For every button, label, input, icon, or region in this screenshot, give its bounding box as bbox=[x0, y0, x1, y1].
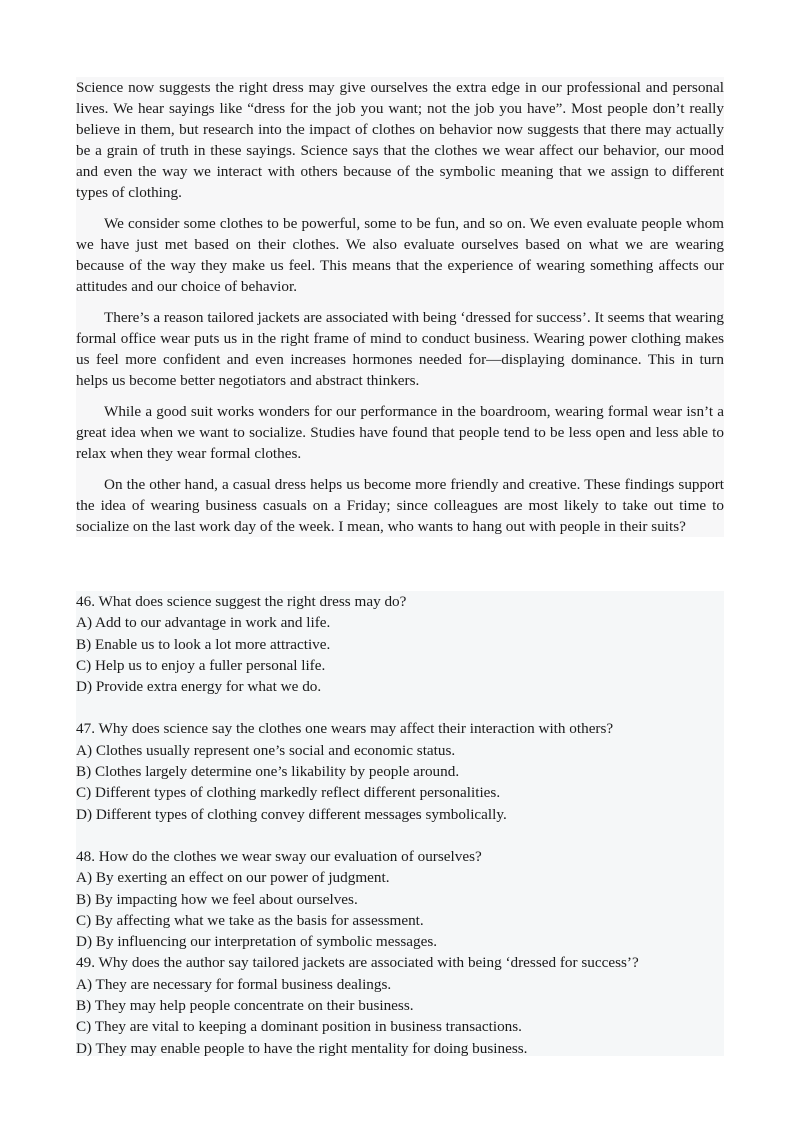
reading-passage bbox=[76, 77, 724, 537]
question-stem: 46. What does science suggest the right dress may do? bbox=[76, 593, 407, 610]
answer-option-c: C) Different types of clothing markedly reflect different personalities. bbox=[76, 784, 501, 802]
answer-option-b: B) They may help people concentrate on their business. bbox=[76, 997, 414, 1015]
answer-option-a: A) They are necessary for formal business dealings. bbox=[76, 975, 392, 993]
answer-option-d: D) Different types of clothing convey different messages symbolically. bbox=[76, 805, 507, 823]
passage-paragraph-5: On the other hand, a casual dress helps us become more friendly and creative. These findings support the idea of wearing business casuals on a Friday; since colleagues are most likely to take out time to socialize on the last work day of the week. I mean, who wants to hang out with people in their suits? bbox=[76, 476, 724, 535]
answer-option-a: A) Clothes usually represent one’s social and economic status. bbox=[76, 741, 456, 759]
answer-option-d: D) They may enable people to have the right mentality for doing business. bbox=[76, 1039, 528, 1057]
answer-option-a: A) By exerting an effect on our power of judgment. bbox=[76, 869, 390, 887]
question-section bbox=[76, 591, 724, 1056]
answer-option-c: C) They are vital to keeping a dominant position in business transactions. bbox=[76, 1018, 522, 1036]
question-stem: 47. Why does science say the clothes one wears may affect their interaction with others? bbox=[76, 720, 614, 738]
passage-paragraph-3: There’s a reason tailored jackets are associated with being ‘dressed for success’. It seems that wearing formal office wear puts us in the right frame of mind to conduct business. Wearing power clothing makes us feel more confident and even increases hormones needed for—displaying dominance. This in turn helps us become better negotiators and abstract thinkers. bbox=[76, 309, 724, 389]
answer-option-d: D) Provide extra energy for what we do. bbox=[76, 678, 322, 696]
question-48 bbox=[76, 846, 724, 952]
answer-option-c: C) By affecting what we take as the basis for assessment. bbox=[76, 911, 424, 929]
question-stem: 49. Why does the author say tailored jackets are associated with being ‘dressed for success’? bbox=[76, 954, 639, 972]
answer-option-d: D) By influencing our interpretation of symbolic messages. bbox=[76, 933, 438, 951]
passage-paragraph-4: While a good suit works wonders for our performance in the boardroom, wearing formal wear isn’t a great idea when we want to socialize. Studies have found that people tend to be less open and less able to relax when they wear formal clothes. bbox=[76, 403, 724, 462]
question-stem: 48. How do the clothes we wear sway our evaluation of ourselves? bbox=[76, 847, 482, 865]
answer-option-a: A) Add to our advantage in work and life. bbox=[76, 614, 331, 632]
passage-paragraph-1: Science now suggests the right dress may give ourselves the extra edge in our professional and personal lives. We hear sayings like “dress for the job you want; not the job you have”. Most people don’t really believe in them, but research into the impact of clothes on behavior now suggests that there may actually be a grain of truth in these sayings. Science says that the clothes we wear affect our behavior, our mood and even the way we interact with others because of the symbolic meaning that we assign to different types of clothing. bbox=[76, 79, 724, 201]
answer-option-c: C) Help us to enjoy a fuller personal life. bbox=[76, 656, 326, 674]
answer-option-b: B) Clothes largely determine one’s likability by people around. bbox=[76, 763, 460, 781]
answer-option-b: B) Enable us to look a lot more attractive. bbox=[76, 635, 331, 653]
question-46 bbox=[76, 591, 724, 697]
passage-paragraph-2: We consider some clothes to be powerful, some to be fun, and so on. We even evaluate people whom we have just met based on their clothes. We also evaluate ourselves based on what we are wearing because of the way they make us feel. This means that the experience of wearing something affects our attitudes and our choice of behavior. bbox=[76, 215, 724, 295]
answer-option-b: B) By impacting how we feel about ourselves. bbox=[76, 890, 358, 908]
question-49 bbox=[76, 952, 724, 1058]
question-47 bbox=[76, 718, 724, 824]
